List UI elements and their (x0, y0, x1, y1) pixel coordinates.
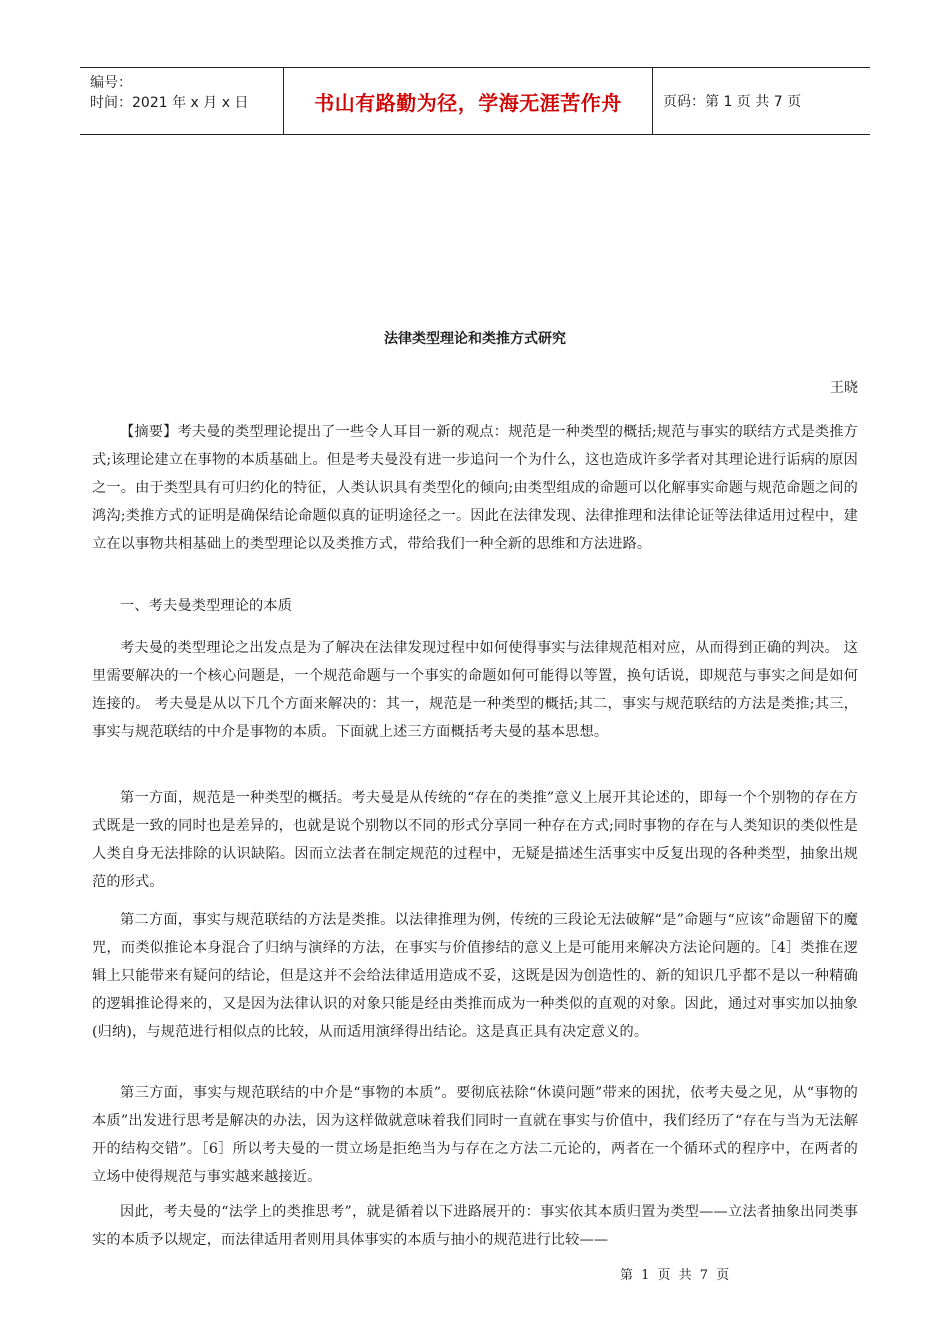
conclusion-text: 因此，考夫曼的“法学上的类推思考”，就是循着以下进路展开的：事实依其本质归置为类型——立法者抽象出同类事实的本质予以规定，而法律适用者则用具体事实的本质与抽小的规范进行比较—— (92, 1204, 858, 1248)
section-heading (92, 592, 858, 620)
motto-text: 书山有路勤为径，学海无涯苦作舟 (314, 90, 622, 115)
document-header (80, 67, 870, 135)
paragraph-conclusion (92, 1198, 858, 1254)
article-author: 王晓 (830, 380, 858, 396)
document-number-label: 编号： (90, 75, 132, 91)
intro-text: 考夫曼的类型理论之出发点是为了解决在法律发现过程中如何使得事实与法律规范相对应，从而得到正确的判决。 这里需要解决的一个核心问题是，一个规范命题与一个事实的命题如何可能得以等置，换句话说，即规范与事实之间是如何连接的。 考夫曼是从以下几个方面来解决的：其一，规范是一种类型的概括;其二，事实与规范联结的方法是类推;其三，事实与规范联结的中介是事物的本质。下面就上述三方面概括考夫曼的基本思想。 (92, 640, 858, 740)
header-meta (80, 68, 283, 134)
first-aspect-text: 第一方面，规范是一种类型的概括。考夫曼是从传统的“存在的类推”意义上展开其论述的，即每一个个别物的存在方式既是一致的同时也是差异的，也就是说个别物以不同的形式分享同一种存在方式;同时事物的存在与人类知识的类似性是人类自身无法排除的认识缺陷。因而立法者在制定规范的过程中，无疑是描述生活事实中反复出现的各种类型，抽象出规范的形式。 (92, 790, 858, 890)
article-title: 法律类型理论和类推方式研究 (384, 331, 566, 347)
third-aspect-text: 第三方面，事实与规范联结的中介是“事物的本质”。要彻底祛除“休谟问题”带来的困扰，依考夫曼之见，从“事物的本质”出发进行思考是解决的办法，因为这样做就意味着我们同时一直就在事实与价值中，我们经历了“存在与当为无法解开的结构交错”。［6］所以考夫曼的一贯立场是拒绝当为与存在之方法二元论的，两者在一个循环式的程序中，在两者的立场中使得规范与事实越来越接近。 (92, 1085, 858, 1185)
second-aspect-text: 第二方面，事实与规范联结的方法是类推。以法律推理为例，传统的三段论无法破解“是”命题与“应该”命题留下的魔咒，而类似推论本身混合了归纳与演绎的方法，在事实与价值掺结的意义上是可能用来解决方法论问题的。［4］类推在逻辑上只能带来有疑问的结论，但是这并不会给法律适用造成不妥，这既是因为创造性的、新的知识几乎都不是以一种精确的逻辑推论得来的，又是因为法律认识的对象只能是经由类推而成为一种类似的直观的对象。因此，通过对事实加以抽象(归纳)，与规范进行相似点的比较，从而适用演绎得出结论。这是真正具有决定意义的。 (92, 912, 858, 1040)
paragraph-first-aspect (92, 784, 858, 896)
document-time: 时间：2021 年 x 月 x 日 (90, 95, 249, 111)
paragraph-second-aspect (92, 906, 858, 1046)
abstract-text: 【摘要】考夫曼的类型理论提出了一些令人耳目一新的观点：规范是一种类型的概括;规范与事实的联结方式是类推方式;该理论建立在事物的本质基础上。但是考夫曼没有进一步追问一个为什么，这也造成许多学者对其理论进行诟病的原因之一。由于类型具有可归约化的特征，人类认识具有类型化的倾向;由类型组成的命题可以化解事实命题与规范命题之间的鸿沟;类推方式的证明是确保结论命题似真的证明途径之一。因此在法律发现、法律推理和法律论证等法律适用过程中，建立在以事物共相基础上的类型理论以及类推方式，带给我们一种全新的思维和方法进路。 (92, 424, 858, 552)
paragraph-intro (92, 634, 858, 746)
section-heading-text: 一、考夫曼类型理论的本质 (120, 598, 293, 614)
page-footer: 第 1 页 共 7 页 (620, 1268, 732, 1283)
paragraph-third-aspect (92, 1079, 858, 1191)
paragraph-abstract (92, 418, 858, 558)
header-page-info: 页码：第 1 页 共 7 页 (663, 94, 802, 110)
header-motto-cell (283, 68, 653, 134)
